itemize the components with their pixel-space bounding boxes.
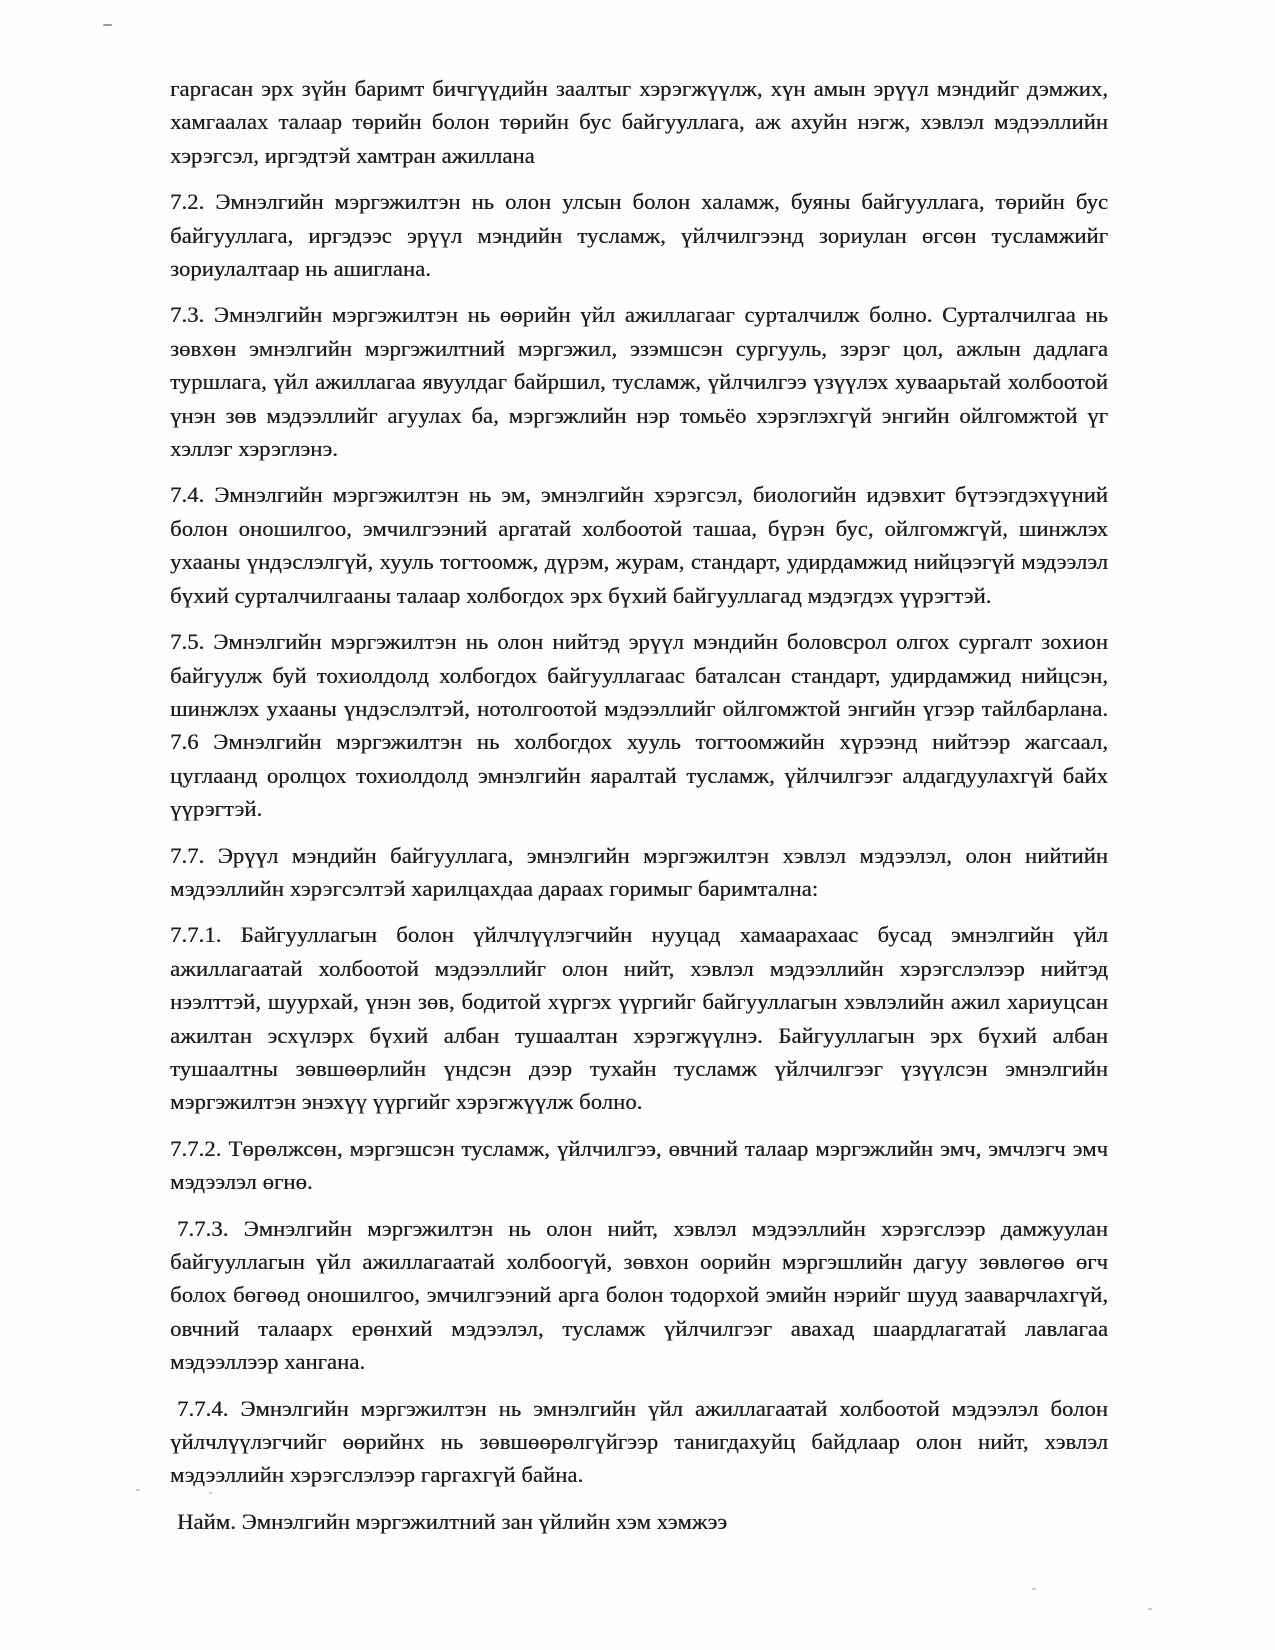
paragraph-7-2: 7.2. Эмнэлгийн мэргэжилтэн нь олон улсын болон халамж, буяны байгууллага, төрийн бус байгууллага, иргэдээс эрүүл мэндийн тусламж, үйлчилгээнд зориулан өгсөн тусламжийг зориулалтаар нь ашиглана. (170, 189, 1108, 282)
scan-artifact (136, 1489, 140, 1491)
paragraph-7-3: 7.3. Эмнэлгийн мэргэжилтэн нь өөрийн үйл ажиллагааг сурталчилж болно. Сурталчилгаа нь зөвхөн эмнэлгийн мэргэжилтний мэргэжил, эзэмшсэн сургууль, зэрэг цол, ажлын дадлага туршлага, үйл ажиллагаа явуулдаг байршил, тусламж, үйлчилгээ үзүүлэх хуваарьтай холбоотой үнэн зөв мэдээллийг агуулах ба, мэргэжлийн нэр томьёо хэрэглэхгүй энгийн ойлгомжтой үг хэллэг хэрэглэнэ. (170, 302, 1108, 462)
paragraph-7-7-1: 7.7.1. Байгууллагын болон үйлчлүүлэгчийн нууцад хамаарахаас бусад эмнэлгийн үйл ажиллагаатай холбоотой мэдээллийг олон нийт, хэвлэл мэдээллийн хэрэгслэлээр нийтэд нээлттэй, шуурхай, үнэн зөв, бодитой хүргэх үүргийг байгууллагын хэвлэлийн ажил хариуцсан ажилтан эсхүлэрх бүхий албан тушаалтан хэрэгжүүлнэ. Байгууллагын эрх бүхий албан тушаалтны зөвшөөрлийн үндсэн дээр тухайн тусламж үйлчилгээг үзүүлсэн эмнэлгийн мэргэжилтэн энэхүү үүргийг хэрэгжүүлж болно. (170, 922, 1108, 1115)
document-body (170, 72, 1108, 1551)
section-heading-8: Найм. Эмнэлгийн мэргэжилтний зан үйлийн хэм хэмжээ (177, 1508, 728, 1534)
paragraph-7-7-4: 7.7.4. Эмнэлгийн мэргэжилтэн нь эмнэлгийн үйл ажиллагаатай холбоотой мэдээлэл болон үйлчлүүлэгчийг өөрийнх нь зөвшөөрөлгүйгээр танигдахуйц байдлаар олон нийт, хэвлэл мэдээллийн хэрэгслэлээр гаргахгүй байна. (170, 1395, 1108, 1488)
paragraph-7-7-3: 7.7.3. Эмнэлгийн мэргэжилтэн нь олон нийт, хэвлэл мэдээллийн хэрэгслээр дамжуулан байгууллагын үйл ажиллагаатай холбоогүй, зөвхон оорийн мэргэшлийн дагуу зөвлөгөө өгч болох бөгөөд оношилгоо, эмчилгээний арга болон тодорхой эмийн нэрийг шууд зааварчлахгүй, овчний талаарх ерөнхий мэдээлэл, тусламж үйлчилгээг авахад шаардлагатай лавлагаа мэдээллээр хангана. (170, 1215, 1108, 1375)
scan-artifact (1032, 1588, 1036, 1590)
paragraph-7-4: 7.4. Эмнэлгийн мэргэжилтэн нь эм, эмнэлгийн хэрэгсэл, биологийн идэвхит бүтээгдэхүүний болон оношилгоо, эмчилгээний аргатай холбоотой ташаа, бүрэн бус, ойлгомжгүй, шинжлэх ухааны үндэслэлгүй, хууль тогтоомж, дүрэм, журам, стандарт, удирдамжид нийцээгүй мэдээлэл бүхий сурталчилгааны талаар холбогдох эрх бүхий байгууллагад мэдэгдэх үүрэгтэй. (170, 482, 1108, 608)
scan-artifact (1148, 1608, 1152, 1610)
scan-artifact (103, 24, 112, 26)
paragraph-continuation: гаргасан эрх зүйн баримт бичгүүдийн заалтыг хэрэгжүүлж, хүн амын эрүүл мэндийг дэмжих, хамгаалах талаар төрийн болон төрийн бус байгууллага, аж ахуйн нэгж, хэвлэл мэдээллийн хэрэгсэл, иргэдтэй хамтран ажиллана (170, 76, 1108, 168)
paragraph-7-7: 7.7. Эрүүл мэндийн байгууллага, эмнэлгийн мэргэжилтэн хэвлэл мэдээлэл, олон нийтийн мэдээллийн хэрэгсэлтэй харилцахдаа дараах горимыг баримтална: (170, 842, 1108, 901)
paragraph-7-5-and-7-6: 7.5. Эмнэлгийн мэргэжилтэн нь олон нийтэд эрүүл мэндийн боловсрол олгох сургалт зохион байгуулж буй тохиолдолд холбогдох байгууллагаас баталсан стандарт, удирдамжид нийцсэн, шинжлэх ухааны үндэслэлтэй, нотолгоотой мэдээллийг ойлгомжтой энгийн үгээр тайлбарлана. 7.6 Эмнэлгийн мэргэжилтэн нь холбогдох хууль тогтоомжийн хүрээнд нийтээр жагсаал, цуглаанд оролцох тохиолдолд эмнэлгийн яаралтай тусламж, үйлчилгээг алдагдуулахгүй байх үүрэгтэй. (170, 629, 1108, 822)
paragraph-7-7-2: 7.7.2. Төрөлжсөн, мэргэшсэн тусламж, үйлчилгээ, өвчний талаар мэргэжлийн эмч, эмчлэгч эмч мэдээлэл өгнө. (170, 1135, 1108, 1195)
